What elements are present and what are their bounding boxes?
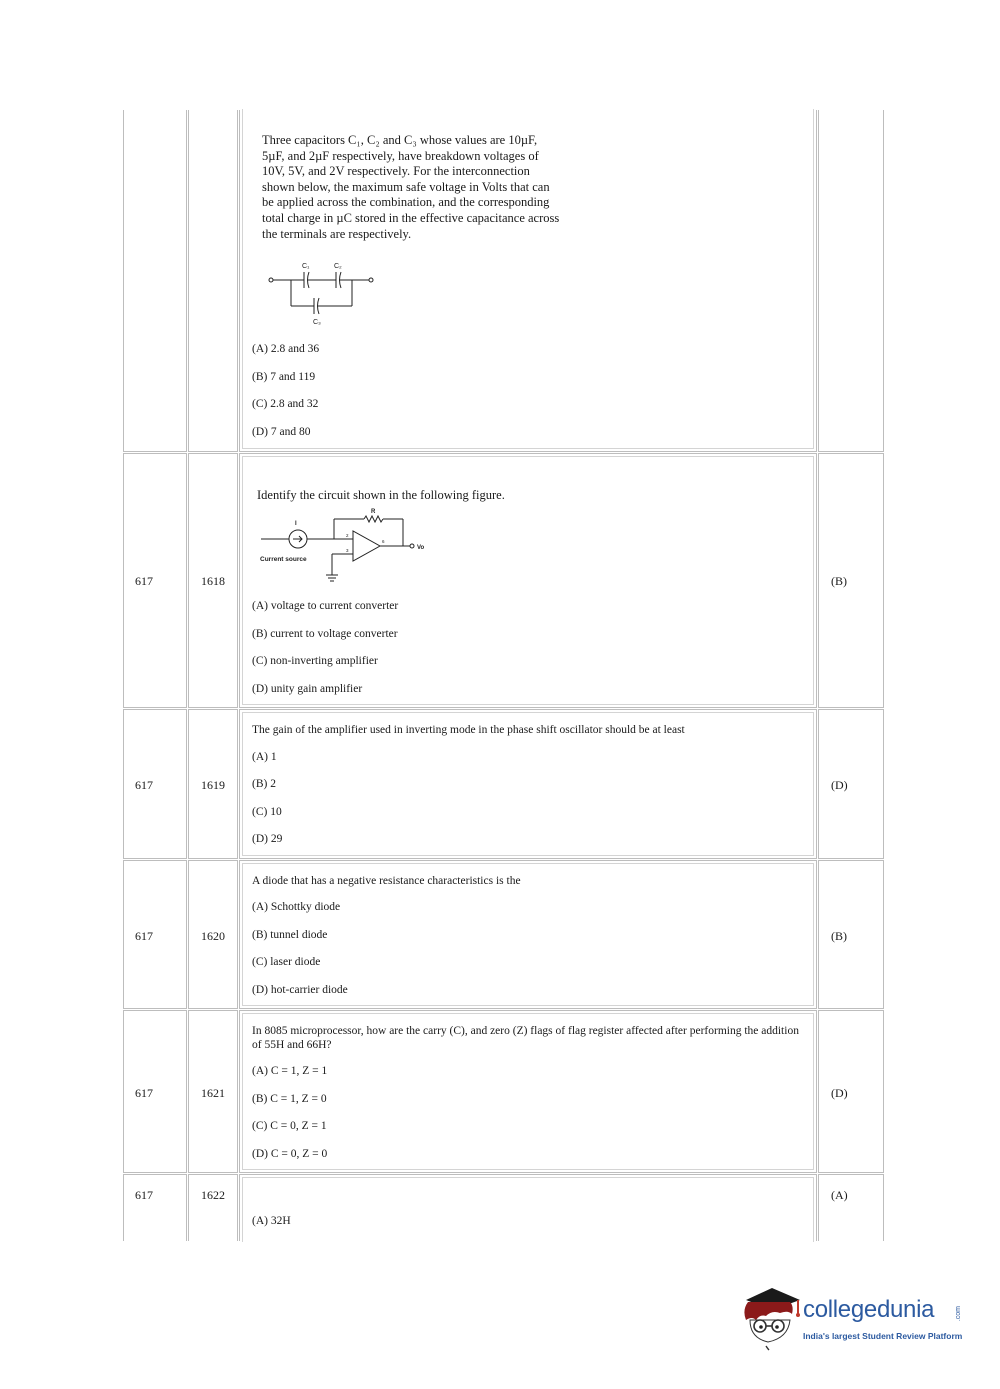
option-c: (C) C = 0, Z = 1 (252, 1120, 327, 1132)
paper-code: 617 (135, 574, 153, 588)
label-pin3: 3 (346, 548, 349, 553)
question-id: 1621 (201, 1086, 225, 1100)
answer-cell (818, 1174, 884, 1241)
option-d: (D) unity gain amplifier (252, 683, 363, 695)
mascot-icon (738, 1280, 802, 1352)
option-b: (B) C = 1, Z = 0 (252, 1093, 327, 1105)
answer-cell (818, 1010, 884, 1173)
label-c2: C₂ (334, 263, 342, 270)
brand-suffix: .com (955, 1306, 962, 1322)
question-id: 1618 (201, 574, 225, 588)
option-b: (B) tunnel diode (252, 929, 328, 941)
label-source: Current source (260, 556, 307, 563)
option-b: (B) 7 and 119 (252, 371, 316, 383)
brand-name: collegedunia (803, 1296, 935, 1323)
brand-tagline: India's largest Student Review Platform (803, 1331, 963, 1341)
answer-cell (818, 110, 884, 452)
option-c: (C) laser diode (252, 956, 321, 968)
option-b: (B) current to voltage converter (252, 628, 398, 640)
answer-key: (D) (831, 1086, 848, 1100)
question-id: 1619 (201, 778, 225, 792)
answer-cell (818, 709, 884, 859)
option-a: (A) 2.8 and 36 (252, 343, 320, 355)
answer-key: (B) (831, 929, 847, 943)
label-pin2: 2 (346, 533, 349, 538)
qid-cell (188, 1174, 238, 1241)
label-vo: Vo (417, 545, 425, 551)
label-r: R (371, 509, 376, 515)
question-text: A diode that has a negative resistance characteristics is the (252, 875, 521, 887)
paper-code: 617 (135, 778, 153, 792)
paper-cell (123, 860, 187, 1009)
question-id: 1620 (201, 929, 225, 943)
paper-code: 617 (135, 1188, 153, 1202)
option-a: (A) 1 (252, 751, 277, 763)
option-a: (A) C = 1, Z = 1 (252, 1065, 328, 1077)
capacitor-circuit-figure (266, 258, 376, 328)
option-b: (B) 2 (252, 778, 276, 790)
paper-cell (123, 1010, 187, 1173)
answer-cell (818, 453, 884, 708)
option-d: (D) 29 (252, 833, 283, 845)
option-a: (A) 32H (252, 1215, 291, 1227)
question-text: Identify the circuit shown in the following figure. (257, 488, 505, 502)
paper-code: 617 (135, 929, 153, 943)
question-cell (239, 1174, 817, 1241)
paper-code: 617 (135, 1086, 153, 1100)
answer-cell (818, 860, 884, 1009)
option-a: (A) voltage to current converter (252, 600, 399, 612)
option-c: (C) 10 (252, 806, 282, 818)
label-c1: C₁ (302, 263, 310, 270)
label-i: I (295, 521, 297, 527)
option-d: (D) C = 0, Z = 0 (252, 1148, 328, 1160)
op-amp-circuit-figure (256, 505, 436, 585)
question-id: 1622 (201, 1188, 225, 1202)
paper-cell (123, 1174, 187, 1241)
qid-cell (188, 110, 238, 452)
question-text: The gain of the amplifier used in inverting mode in the phase shift oscillator should be at least (252, 724, 685, 736)
question-text: In 8085 microprocessor, how are the carry (C), and zero (Z) flags of flag register affected after performing the addition of 55H and 66H? (252, 1025, 799, 1051)
label-pin6: 6 (382, 539, 385, 544)
option-c: (C) 2.8 and 32 (252, 398, 319, 410)
answer-key: (D) (831, 778, 848, 792)
paper-cell (123, 709, 187, 859)
paper-cell (123, 453, 187, 708)
answer-key: (B) (831, 574, 847, 588)
option-a: (A) Schottky diode (252, 901, 341, 913)
option-d: (D) hot-carrier diode (252, 984, 348, 996)
option-d: (D) 7 and 80 (252, 426, 311, 438)
answer-key: (A) (831, 1188, 848, 1202)
paper-cell (123, 110, 187, 452)
option-c: (C) non-inverting amplifier (252, 655, 378, 667)
label-c3: C₃ (313, 319, 321, 326)
question-text: Three capacitors C₁, C₂ and C₃ whose values are 10µF, 5µF, and 2µF respectively, have breakdown voltages of 10V, 5V, and 2V respectively. For the interconnection shown below, the maximum safe voltage in Volts that can be applied across the combination, and the corresponding total charge in µC stored in the effective capacitance across the terminals are respectively. (262, 133, 560, 241)
